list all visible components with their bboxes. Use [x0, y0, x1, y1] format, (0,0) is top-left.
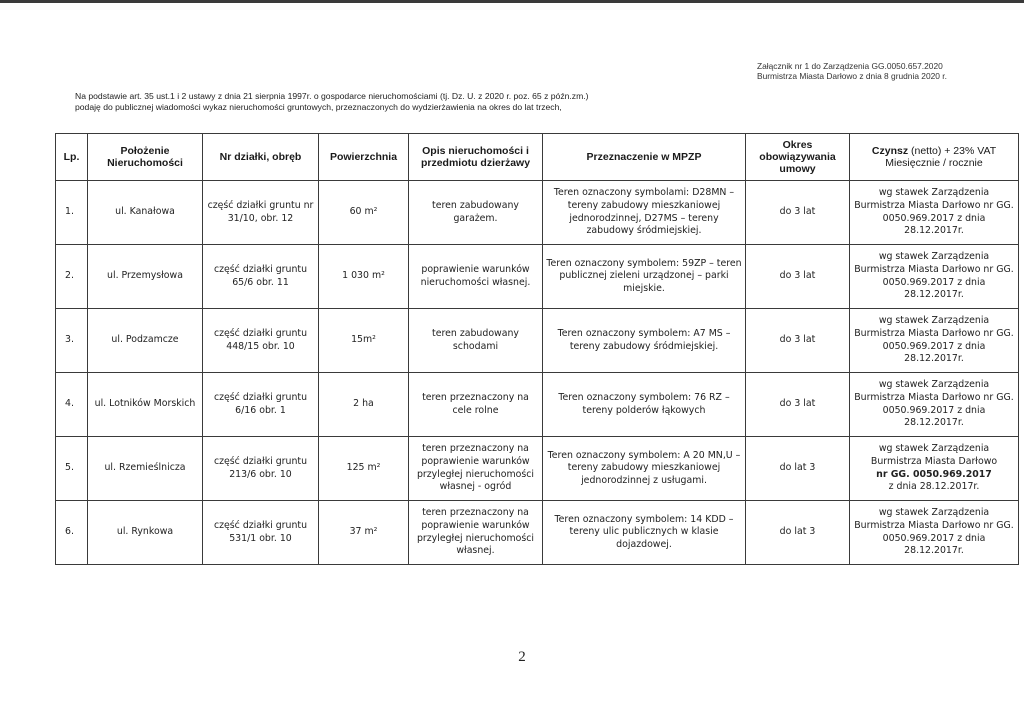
cell-area: 2 ha	[319, 373, 409, 437]
cell-area: 15m²	[319, 309, 409, 373]
cell-purpose: Teren oznaczony symbolem: A 20 MN,U – tereny zabudowy mieszkaniowej jednorodzinnej z usługami.	[543, 437, 746, 501]
cell-purpose: Teren oznaczony symbolem: 76 RZ – tereny polderów łąkowych	[543, 373, 746, 437]
rent-line-1: wg stawek Zarządzenia Burmistrza Miasta Darłowo	[870, 443, 998, 467]
cell-rent: wg stawek Zarządzenia Burmistrza Miasta Darłowo nr GG. 0050.969.2017 z dnia 28.12.2017r.	[850, 501, 1019, 565]
cell-lp: 6.	[56, 501, 88, 565]
cell-purpose: Teren oznaczony symbolami: D28MN – tereny zabudowy mieszkaniowej jednorodzinnej, D27MS – tereny zabudowy śródmiejskiej.	[543, 181, 746, 245]
attachment-note	[757, 61, 1017, 81]
page-number: 2	[518, 649, 526, 665]
cell-purpose: Teren oznaczony symbolem: 14 KDD – tereny ulic publicznych w klasie dojazdowej.	[543, 501, 746, 565]
header-description: Opis nieruchomości i przedmiotu dzierżawy	[409, 134, 543, 181]
cell-purpose: Teren oznaczony symbolem: A7 MS – tereny zabudowy śródmiejskiej.	[543, 309, 746, 373]
cell-location: ul. Lotników Morskich	[88, 373, 203, 437]
cell-period: do 3 lat	[746, 373, 850, 437]
header-period: Okres obowiązywania umowy	[746, 134, 850, 181]
table-row	[56, 245, 1019, 309]
cell-rent: wg stawek Zarządzenia Burmistrza Miasta Darłowo nr GG. 0050.969.2017 z dnia 28.12.2017r.	[850, 309, 1019, 373]
cell-period: do lat 3	[746, 501, 850, 565]
cell-location: ul. Podzamcze	[88, 309, 203, 373]
cell-location: ul. Kanałowa	[88, 181, 203, 245]
cell-plot: część działki gruntu 6/16 obr. 1	[203, 373, 319, 437]
cell-rent: wg stawek Zarządzenia Burmistrza Miasta Darłowo nr GG. 0050.969.2017 z dnia 28.12.2017r.	[850, 245, 1019, 309]
cell-period: do 3 lat	[746, 181, 850, 245]
cell-description: teren przeznaczony na poprawienie warunków przyległej nieruchomości własnej - ogród	[409, 437, 543, 501]
attachment-line-1: Załącznik nr 1 do Zarządzenia GG.0050.657.2020	[757, 61, 943, 71]
cell-period: do lat 3	[746, 437, 850, 501]
cell-plot: część działki gruntu 448/15 obr. 10	[203, 309, 319, 373]
cell-location: ul. Rzemieślnicza	[88, 437, 203, 501]
table-row	[56, 309, 1019, 373]
cell-lp: 5.	[56, 437, 88, 501]
cell-description: teren przeznaczony na cele rolne	[409, 373, 543, 437]
cell-description: teren przeznaczony na poprawienie warunków przyległej nieruchomości własnej.	[409, 501, 543, 565]
cell-rent	[850, 437, 1019, 501]
cell-lp: 3.	[56, 309, 88, 373]
cell-location: ul. Rynkowa	[88, 501, 203, 565]
cell-area: 37 m²	[319, 501, 409, 565]
cell-location: ul. Przemysłowa	[88, 245, 203, 309]
table-header-row	[56, 134, 1019, 181]
cell-area: 1 030 m²	[319, 245, 409, 309]
header-plot: Nr działki, obręb	[203, 134, 319, 181]
header-rent	[850, 134, 1019, 181]
cell-period: do 3 lat	[746, 245, 850, 309]
header-rent-bold: Czynsz	[871, 145, 909, 157]
intro-text	[75, 91, 795, 112]
header-area: Powierzchnia	[319, 134, 409, 181]
top-border-line	[0, 0, 1024, 3]
cell-lp: 2.	[56, 245, 88, 309]
cell-lp: 4.	[56, 373, 88, 437]
table-row	[56, 501, 1019, 565]
table-row	[56, 181, 1019, 245]
cell-lp: 1.	[56, 181, 88, 245]
intro-line-2: podaję do publicznej wiadomości wykaz nieruchomości gruntowych, przeznaczonych do wydzierżawienia na okres do lat trzech,	[75, 101, 562, 112]
cell-rent: wg stawek Zarządzenia Burmistrza Miasta Darłowo nr GG. 0050.969.2017 z dnia 28.12.2017r.	[850, 181, 1019, 245]
cell-plot: część działki gruntu 531/1 obr. 10	[203, 501, 319, 565]
header-lp: Lp.	[56, 134, 88, 181]
cell-period: do 3 lat	[746, 309, 850, 373]
cell-description: poprawienie warunków nieruchomości własnej.	[409, 245, 543, 309]
rent-line-3: z dnia 28.12.2017r.	[888, 481, 980, 493]
cell-plot: część działki gruntu 213/6 obr. 10	[203, 437, 319, 501]
cell-description: teren zabudowany schodami	[409, 309, 543, 373]
cell-plot: część działki gruntu nr 31/10, obr. 12	[203, 181, 319, 245]
cell-rent: wg stawek Zarządzenia Burmistrza Miasta Darłowo nr GG. 0050.969.2017 z dnia 28.12.2017r.	[850, 373, 1019, 437]
table-row	[56, 437, 1019, 501]
header-rent-line2: Miesięcznie / rocznie	[885, 157, 983, 169]
cell-area: 125 m²	[319, 437, 409, 501]
cell-plot: część działki gruntu 65/6 obr. 11	[203, 245, 319, 309]
property-list-table	[55, 133, 1019, 565]
attachment-line-2: Burmistrza Miasta Darłowo z dnia 8 grudnia 2020 r.	[757, 71, 947, 81]
header-rent-rest: (netto) + 23% VAT	[908, 145, 997, 157]
intro-line-1: Na podstawie art. 35 ust.1 i 2 ustawy z dnia 21 sierpnia 1997r. o gospodarce nieruchomościami (tj. Dz. U. z 2020 r. poz. 65 z późn.zm.)	[75, 91, 589, 101]
cell-area: 60 m²	[319, 181, 409, 245]
header-purpose: Przeznaczenie w MPZP	[543, 134, 746, 181]
header-location: Położenie Nieruchomości	[88, 134, 203, 181]
cell-purpose: Teren oznaczony symbolem: 59ZP – teren publicznej zieleni urządzonej – parki miejskie.	[543, 245, 746, 309]
rent-line-2: nr GG. 0050.969.2017	[876, 468, 992, 480]
cell-description: teren zabudowany garażem.	[409, 181, 543, 245]
table-row	[56, 373, 1019, 437]
